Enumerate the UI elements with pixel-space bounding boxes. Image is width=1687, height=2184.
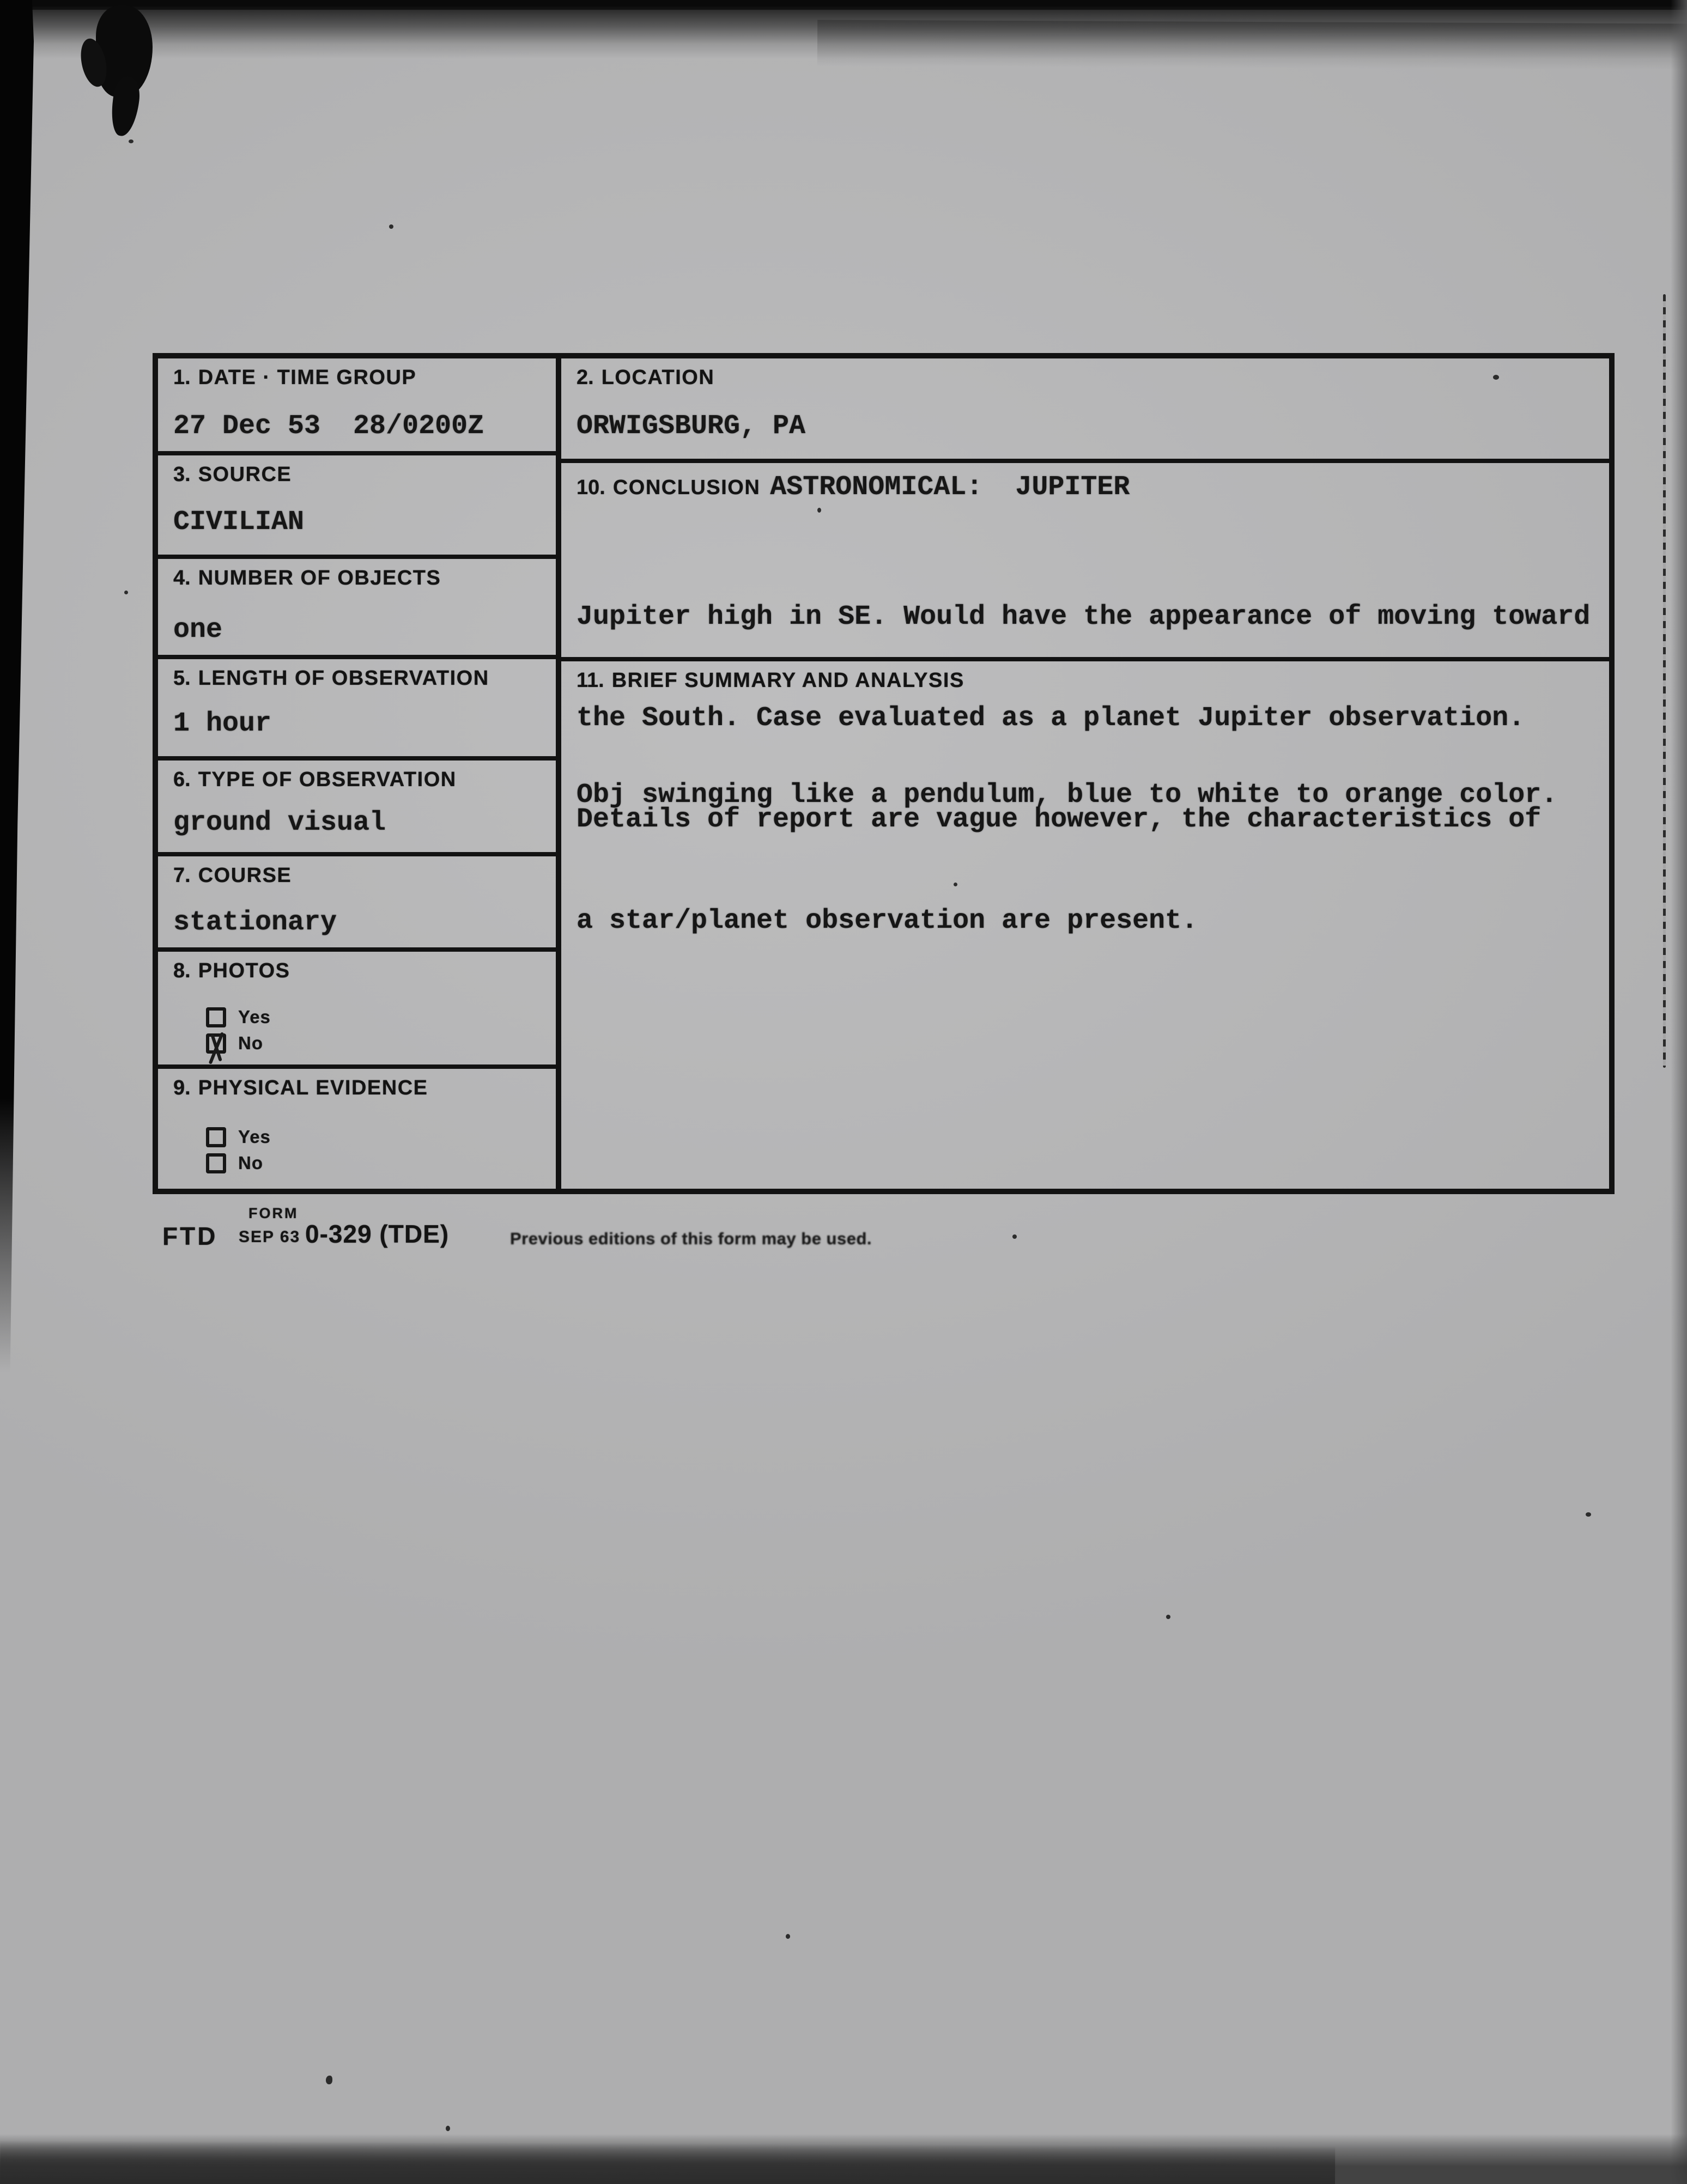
- cell-type-of-observation: [158, 761, 560, 856]
- field-label: [577, 669, 1596, 692]
- field-number: 11.: [577, 669, 604, 692]
- cell-source: [158, 455, 560, 559]
- physical-evidence-yes-label: Yes: [238, 1127, 271, 1147]
- field-label: [173, 1076, 547, 1100]
- field-title: TYPE OF OBSERVATION: [198, 768, 457, 791]
- field-label: [173, 864, 547, 887]
- brief-summary-value: Obj swinging like a pendulum, blue to white to orange color.: [577, 780, 1558, 811]
- footer-agency: FTD: [162, 1222, 218, 1250]
- field-label: [173, 463, 547, 486]
- field-title: DATE · TIME GROUP: [198, 366, 417, 389]
- field-title: SOURCE: [198, 463, 292, 486]
- footer-form-number: 0-329 (TDE): [305, 1220, 450, 1248]
- field-title: COURSE: [198, 864, 292, 887]
- scan-artifact-dashed-line: [1663, 294, 1666, 1068]
- footer-note: Previous editions of this form may be used.: [510, 1229, 872, 1248]
- form-left-column: [153, 353, 560, 1194]
- cell-length-of-observation: [158, 659, 560, 761]
- scan-speck: [786, 1934, 790, 1939]
- field-label: [173, 768, 547, 792]
- photos-yes-checkbox[interactable]: [206, 1007, 226, 1027]
- checkmark-x-icon: [206, 1033, 226, 1054]
- field-number: 7.: [173, 864, 191, 887]
- field-number: 5.: [173, 667, 191, 690]
- field-number: 8.: [173, 959, 191, 982]
- photos-yes-row[interactable]: [206, 1007, 547, 1027]
- conclusion-line: the South. Case evaluated as a planet Jupiter observation.: [577, 703, 1525, 734]
- field-title: CONCLUSION: [612, 476, 761, 499]
- cell-brief-summary: [561, 661, 1609, 1189]
- scan-artifact-bottom-band-left: [0, 2140, 1335, 2184]
- conclusion-line: a star/planet observation are present.: [577, 905, 1198, 936]
- scan-speck: [389, 224, 393, 229]
- field-number: 3.: [173, 463, 191, 486]
- source-value: CIVILIAN: [173, 507, 305, 538]
- field-title: LOCATION: [601, 366, 715, 389]
- location-value: ORWIGSBURG, PA: [577, 411, 806, 442]
- conclusion-line: Details of report are vague however, the characteristics of: [577, 804, 1542, 835]
- photos-checkbox-group: [206, 1007, 547, 1064]
- length-of-observation-value: 1 hour: [173, 708, 272, 739]
- physical-evidence-yes-row[interactable]: [206, 1127, 547, 1147]
- cell-photos: [158, 952, 560, 1069]
- photos-no-row[interactable]: [206, 1033, 547, 1054]
- scan-speck: [124, 591, 128, 594]
- field-number: 10.: [577, 476, 605, 499]
- number-of-objects-value: one: [173, 615, 223, 646]
- scan-speck: [446, 2126, 450, 2131]
- field-title: NUMBER OF OBJECTS: [198, 567, 441, 589]
- course-value: stationary: [173, 907, 337, 938]
- conclusion-typed-heading: ASTRONOMICAL: JUPITER: [770, 472, 1130, 503]
- conclusion-heading: [577, 471, 1596, 504]
- cell-course: [158, 856, 560, 952]
- field-number: 1.: [173, 366, 191, 389]
- footer-form-word: FORM: [248, 1205, 299, 1221]
- conclusion-line: Jupiter high in SE. Would have the appearance of moving toward: [577, 601, 1591, 632]
- field-title: PHYSICAL EVIDENCE: [198, 1076, 428, 1099]
- type-of-observation-value: ground visual: [173, 807, 386, 838]
- field-title: BRIEF SUMMARY AND ANALYSIS: [611, 669, 964, 692]
- cell-physical-evidence: [158, 1069, 560, 1195]
- date-time-group-value: 27 Dec 53 28/0200Z: [173, 411, 484, 442]
- field-number: 4.: [173, 567, 191, 589]
- field-number: 9.: [173, 1076, 191, 1099]
- cell-date-time-group: [158, 358, 560, 455]
- scan-speck: [326, 2076, 332, 2084]
- physical-evidence-checkbox-group: [206, 1127, 547, 1195]
- physical-evidence-no-checkbox[interactable]: [206, 1153, 226, 1173]
- field-number: 6.: [173, 768, 191, 791]
- scan-artifact-left-edge-strip: [0, 0, 34, 1373]
- scan-speck: [1166, 1615, 1170, 1619]
- field-label: [577, 476, 760, 500]
- form-footer: [162, 1203, 1034, 1268]
- field-label: [173, 667, 547, 690]
- scan-speck: [129, 139, 133, 143]
- physical-evidence-yes-checkbox[interactable]: [206, 1127, 226, 1147]
- physical-evidence-no-label: No: [238, 1153, 263, 1173]
- field-label: [173, 567, 547, 590]
- photos-no-label: No: [238, 1033, 263, 1053]
- form-right-column: [556, 353, 1615, 1194]
- photos-no-checkbox[interactable]: [206, 1033, 226, 1054]
- footer-form-date: SEP 63: [239, 1228, 301, 1246]
- scan-artifact-top-shadow-right: [817, 20, 1687, 70]
- field-label: [173, 959, 547, 983]
- field-title: PHOTOS: [198, 959, 290, 982]
- field-number: 2.: [577, 366, 594, 389]
- field-title: LENGTH OF OBSERVATION: [198, 667, 489, 690]
- physical-evidence-no-row[interactable]: [206, 1153, 547, 1173]
- photos-yes-label: Yes: [238, 1007, 271, 1027]
- scan-speck: [1586, 1512, 1591, 1517]
- field-label: [577, 366, 1596, 390]
- scan-artifact-right-edge: [1671, 0, 1687, 2184]
- cell-location: [561, 358, 1609, 463]
- field-label: [173, 366, 547, 390]
- cell-number-of-objects: [158, 559, 560, 659]
